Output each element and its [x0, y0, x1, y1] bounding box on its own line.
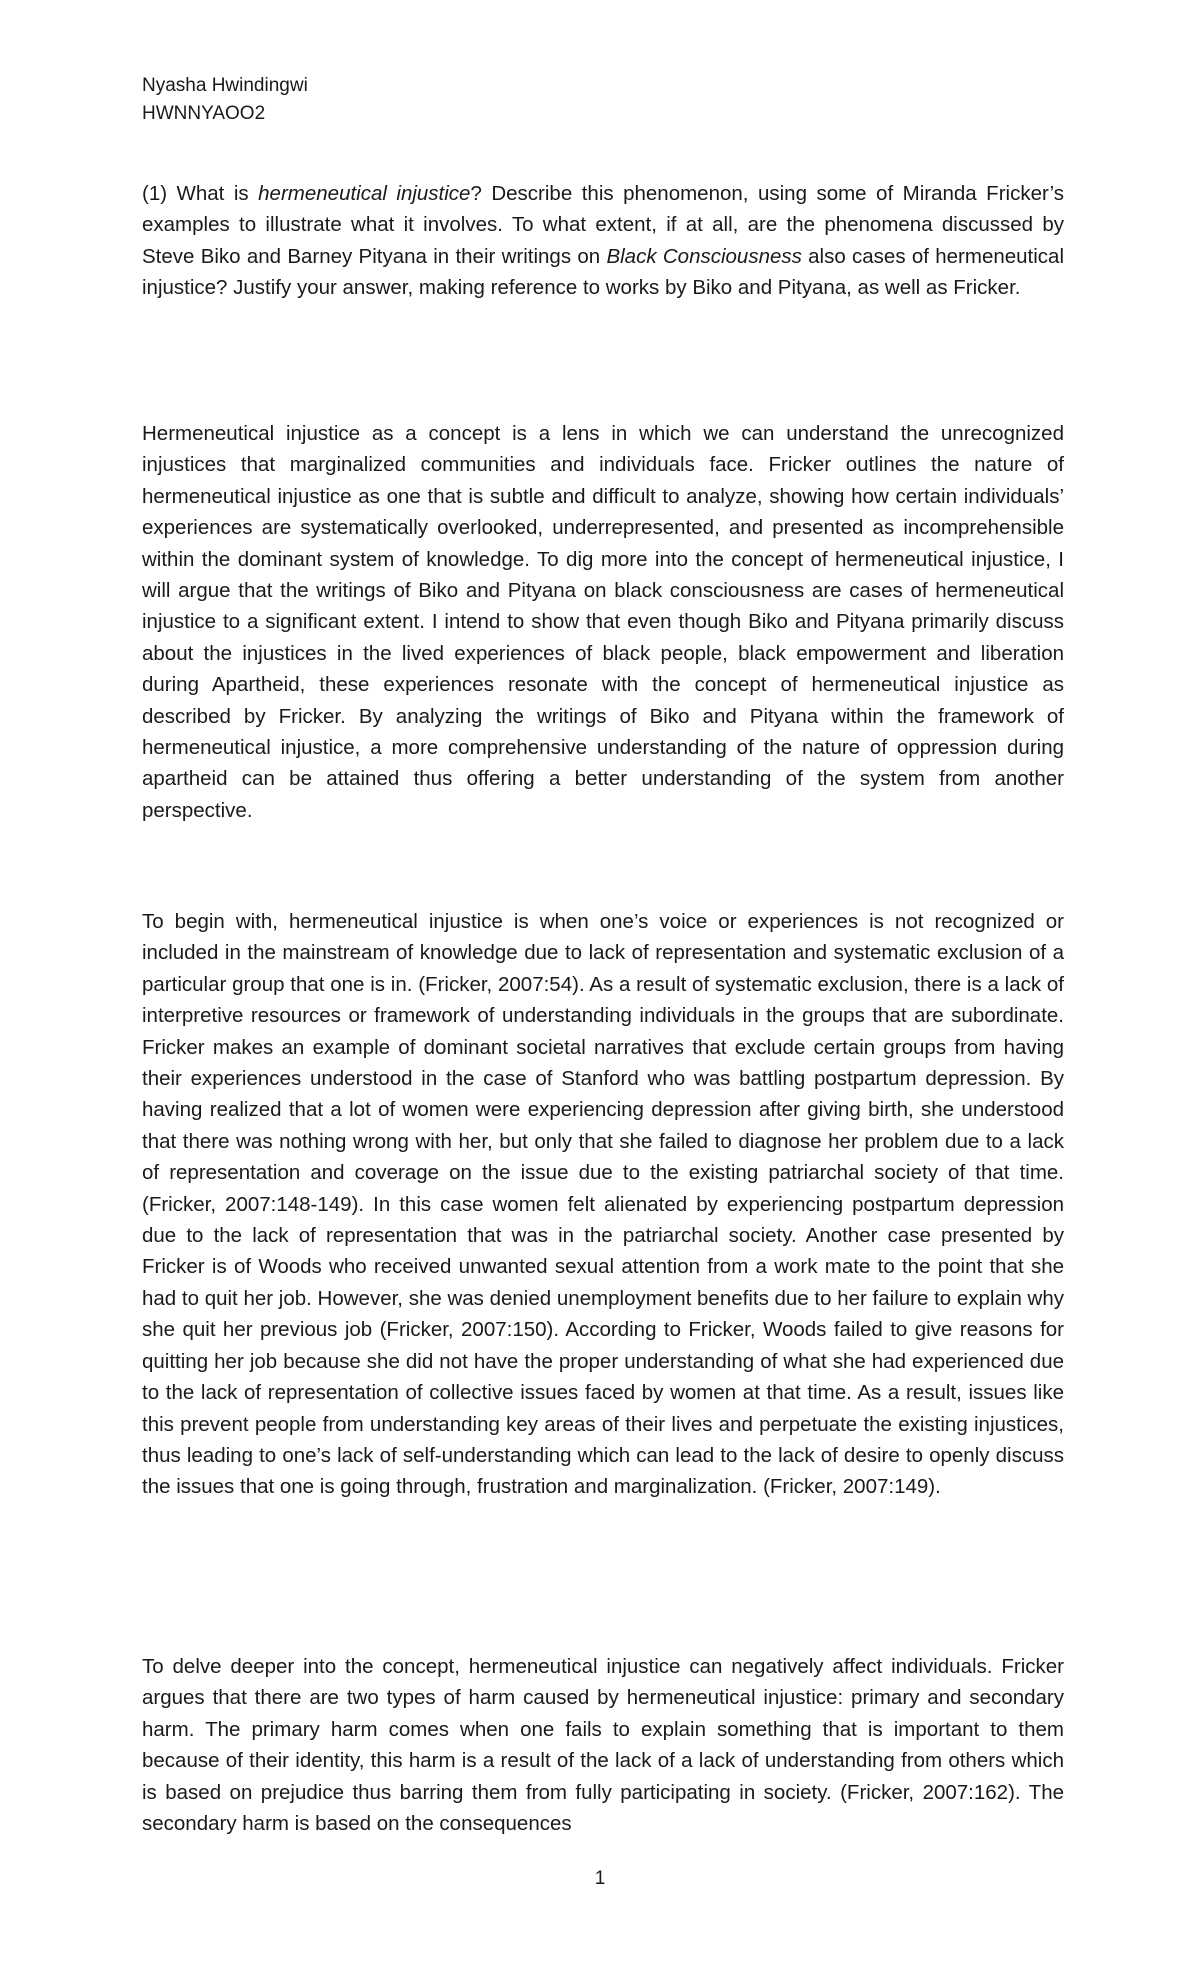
- question-emphasis-black-consciousness: Black Consciousness: [606, 244, 802, 268]
- document-header: [142, 72, 308, 128]
- essay-paragraph-definition: To begin with, hermeneutical injustice is when one’s voice or experiences is not recognized or included in the mainstream of knowledge due to lack of representation and systematic exclusion of a particular group that one is in. (Fricker, 2007:54). As a result of systematic exclusion, there is a lack of interpretive resources or framework of understanding individuals in the groups that are subordinate. Fricker makes an example of dominant societal narratives that exclude certain groups from having their experiences understood in the case of Stanford who was battling postpartum depression. By having realized that a lot of women were experiencing depression after giving birth, she understood that there was nothing wrong with her, but only that she failed to diagnose her problem due to a lack of representation and coverage on the issue due to the existing patriarchal society of that time. (Fricker, 2007:148-149). In this case women felt alienated by experiencing postpartum depression due to the lack of representation that was in the patriarchal society. Another case presented by Fricker is of Woods who received unwanted sexual attention from a work mate to the point that she had to quit her job. However, she was denied unemployment benefits due to her failure to explain why she quit her previous job (Fricker, 2007:150). According to Fricker, Woods failed to give reasons for quitting her job because she did not have the proper understanding of what she had experienced due to the lack of representation of collective issues faced by women at that time. As a result, issues like this prevent people from understanding key areas of their lives and perpetuate the existing injustices, thus leading to one’s lack of self-understanding which can lead to the lack of desire to openly discuss the issues that one is going through, frustration and marginalization. (Fricker, 2007:149).: [142, 910, 1064, 1499]
- question-text-part2: ? Describe this phenomenon, using some of Miranda Fricker’s examples to illustrate what it involves. To what extent, if at all, are the phenomena discussed by Steve Biko and Barney Pityana in their writings on: [142, 182, 1064, 268]
- page-number: 1: [594, 1868, 606, 1889]
- question-text-part1: (1) What is: [142, 182, 259, 205]
- essay-paragraph-introduction: Hermeneutical injustice as a concept is a lens in which we can understand the unrecognized injustices that marginalized communities and individuals face. Fricker outlines the nature of hermeneutical injustice as one that is subtle and difficult to analyze, showing how certain individuals’ experiences are systematically overlooked, underrepresented, and presented as incomprehensible within the dominant system of knowledge. To dig more into the concept of hermeneutical injustice, I will argue that the writings of Biko and Pityana on black consciousness are cases of hermeneutical injustice to a significant extent. I intend to show that even though Biko and Pityana primarily discuss about the injustices in the lived experiences of black people, black empowerment and liberation during Apartheid, these experiences resonate with the concept of hermeneutical injustice as described by Fricker. By analyzing the writings of Biko and Pityana within the framework of hermeneutical injustice, a more comprehensive understanding of the nature of oppression during apartheid can be attained thus offering a better understanding of the system from another perspective.: [142, 422, 1064, 822]
- author-name: Nyasha Hwindingwi: [142, 75, 308, 96]
- essay-question: [142, 178, 1064, 304]
- student-id: HWNNYAOO2: [142, 103, 266, 124]
- question-emphasis-hermeneutical-injustice: hermeneutical injustice: [258, 182, 471, 205]
- essay-paragraph-harms: To delve deeper into the concept, hermeneutical injustice can negatively affect individuals. Fricker argues that there are two types of harm caused by hermeneutical injustice: primary and secondary harm. The primary harm comes when one fails to explain something that is important to them because of their identity, this harm is a result of the lack of a lack of understanding from others which is based on prejudice thus barring them from fully participating in society. (Fricker, 2007:162). The secondary harm is based on the consequences: [142, 1655, 1064, 1836]
- question-text-part3: also cases of hermeneutical injustice? Justify your answer, making reference to works by Biko and Pityana, as well as Fricker.: [142, 244, 1064, 300]
